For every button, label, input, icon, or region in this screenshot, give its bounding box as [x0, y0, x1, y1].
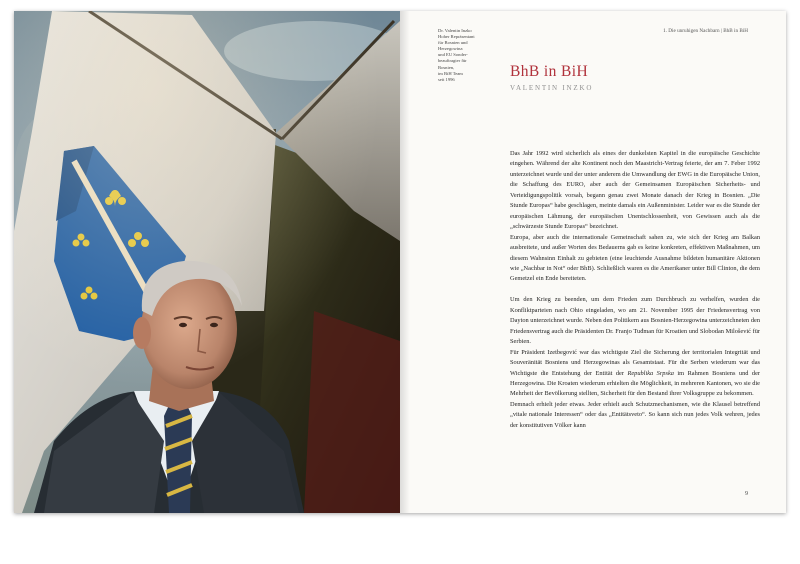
sidenote-line: im BiH Team — [438, 70, 463, 76]
author-sidenote — [438, 28, 490, 83]
page-number: 9 — [745, 491, 748, 497]
sidenote-line: beauftragter für — [438, 58, 467, 64]
sidenote-line: für Bosnien und — [438, 40, 468, 46]
article-author: VALENTIN INZKO — [510, 84, 594, 92]
sidenote-line: Bosnien, — [438, 64, 455, 70]
paragraph-text: Für Präsident Izetbegović war das wichtigste Ziel die Sicherung der territorialen Integrität und Souveränität Bosniens und Herzegowinas als Gesamtstaat. Für die Serben wiederum war das Wichtigste die Entstehung der Entität der — [510, 348, 760, 377]
portrait-photo — [14, 11, 400, 513]
sidenote-line: Herzegowina — [438, 46, 463, 52]
paragraph-emphasis: Republika Srpska — [627, 369, 674, 377]
paragraph — [510, 348, 760, 400]
article-body — [510, 149, 760, 431]
paragraph-text: im Rahmen Bosniens und der Herzegowina. Die Kroaten wiederum erhielten die Möglichkeit, in mehreren Kantonen, wo sie die Mehrheit der Bevölkerung stellten, Sicherheit für den Bestand ihrer Volksgruppe zu bekommen. — [510, 369, 761, 398]
paragraph: Europa, aber auch die internationale Gemeinschaft sahen zu, wie sich der Krieg am Balkan ausbreitete, und außer Worten des Bedauerns gab es keine konkreten, effektiven Maßnahmen, um diesem Wahnsinn Einhalt zu gebieten (eine leuchtende Ausnahme bildeten humanitäre Aktionen wie „Nachbar in Not“ oder BhB). Schließlich waren es die Amerikaner unter Bill Clinton, die dem Gemetzel ein Ende bereiteten. — [510, 233, 760, 283]
sidenote-line: und EU Sonder- — [438, 52, 468, 58]
paragraph: Demnach erhielt jeder etwas. Jeder erhielt auch Schutzmechanismen, wie die Klausel betreffend „vitale nationale Interessen“ oder das „Entitätsveto“. So kann sich nun jedes Volk wehren, jedes der konstitutiven Völker kann — [510, 400, 760, 429]
book-spread — [14, 11, 786, 513]
text-page — [400, 11, 786, 513]
paragraph: Um den Krieg zu beenden, um dem Frieden zum Durchbruch zu verhelfen, wurden die Konfliktparteien nach Ohio eingeladen, wo am 21. November 1995 der Friedensvertrag von Dayton unterzeichnet wurde. Neben den Politikern aus Bosnien-Herzegowina unterzeichneten den Friedensvertrag auch die Präsidenten Dr. Franjo Tuđman für Kroatien und Slobodan Milošević für Serbien. — [510, 296, 760, 346]
running-head: 1. Die unruhigen Nachbarn | BhB in BiH — [663, 28, 748, 34]
photo-page — [14, 11, 400, 513]
paragraph: Das Jahr 1992 wird sicherlich als eines der dunkelsten Kapitel in die europäische Geschichte eingehen. Während der alte Kontinent noch den Maastricht-Vertrag feierte, der am 7. Feber 1992 unterzeichnet wurde und der unter anderem die Umwandlung der EWG in die Europäische Union, die Schaffung des EURO, aber auch der Gemeinsamen Europäischen Sicherheits- und Verteidigungspolitik vorsah, begann genau zwei Monate danach der Krieg in Bosnien. „Die Stunde Europas“ habe geschlagen, meinte damals ein Außenminister. Leider war es die Stunde der europäischen Lähmung, der europäischen Unentschlossenheit, von Gewissen auch als die „schwärzeste Stunde Europas“ bezeichnet. — [510, 150, 760, 231]
gutter-shadow — [400, 11, 410, 513]
sidenote-line: Dr. Valentin Inzko — [438, 28, 472, 33]
sidenote-line: seit 1996 — [438, 76, 455, 82]
article-title: BhB in BiH — [510, 63, 589, 80]
sidenote-line: Hoher Repräsentant — [438, 34, 475, 40]
